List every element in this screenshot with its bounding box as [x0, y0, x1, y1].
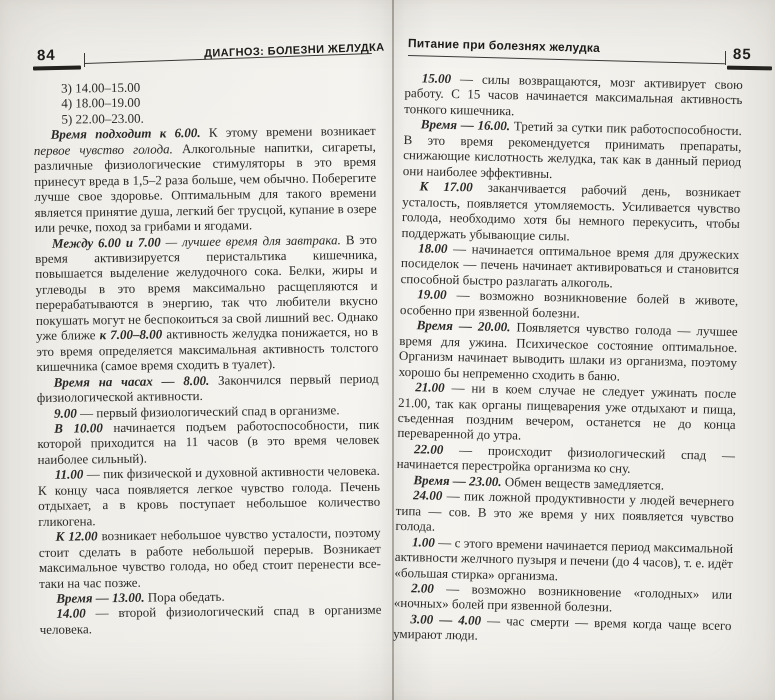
paragraph — [393, 611, 732, 649]
paragraph — [38, 525, 381, 591]
text-segment: — возможно возникновение болей в животе, особенно при язвенной болезни. — [399, 287, 739, 321]
text-segment: первое чувство голода. — [33, 141, 173, 158]
text-segment: возникает небольшое чувство усталости, поэтому стоит сделать в работе небольшой перерыв. Возникает максимальное чувство голода, но обед стоит перенести все-таки на час позже. — [38, 524, 382, 591]
page-body-left — [33, 77, 382, 637]
paragraph — [404, 70, 743, 123]
text-segment: 11.00 — [54, 466, 84, 483]
text-segment: — возможно возникновение «голодных» или «ночных» болей при язвенной болезни. — [393, 580, 733, 615]
text-segment: — первый физиологический спад в организме. — [76, 401, 340, 421]
text-segment: к 7.00–8.00 — [99, 326, 163, 343]
header-rule-tick-left — [84, 53, 85, 67]
text-segment: начинается подъем работоспособности, пик которой приходится на 11 часов (в это время человек наиболее сильный). — [37, 416, 380, 467]
text-segment: — час смерти — время когда чаще всего умирают люди. — [393, 612, 732, 643]
running-head-right: Питание при болезнях желудка — [407, 36, 601, 56]
header-rule-right — [408, 55, 725, 65]
text-segment: Третий за сутки пик работоспособности. В это время рекомендуется принимать препараты, снижающие кислотность желудка, так как в данный период они наиболее эффективны. — [402, 118, 742, 181]
page-body-right — [393, 70, 743, 649]
paragraph — [394, 533, 733, 586]
text-segment: 3.00 — 4.00 — [410, 611, 482, 628]
text-segment: — второй физиологический спад в организме человека. — [39, 602, 382, 637]
text-segment: активность желудка понижается, но в это время определяется максимальная активность толстого кишечника (самое время сходить в туалет). — [36, 324, 379, 375]
text-segment: Время — 13.00. — [56, 589, 145, 606]
text-segment: — лучшее время для завтрака. — [160, 231, 341, 249]
paragraph — [399, 317, 738, 386]
text-segment: Время — 20.00. — [416, 317, 511, 335]
page-number-underline-right — [727, 66, 772, 70]
text-segment: Пора обедать. — [144, 588, 225, 605]
text-segment: Время — 23.00. — [413, 472, 502, 489]
page-right — [394, 0, 775, 700]
header-rule-tick-right — [725, 51, 726, 65]
paragraph — [401, 178, 740, 247]
text-segment: Время — 16.00. — [420, 116, 511, 134]
text-segment: 21.00 — [415, 379, 445, 395]
text-segment: К этому времени возникает — [200, 123, 376, 141]
text-segment: 18.00 — [418, 240, 448, 256]
text-segment: 1.00 — [411, 533, 436, 550]
text-segment: — пик ложной продуктивности у людей вечернего типа — сов. В это же время у них появляется чувство голода. — [395, 488, 735, 534]
text-segment: К 17.00 — [419, 178, 473, 195]
text-segment: Между 6.00 и 7.00 — [51, 233, 161, 251]
text-segment: — происходит физиологический спад — начинается перестройка организма ко сну. — [396, 441, 736, 477]
text-segment: 22.00 — [413, 441, 444, 457]
paragraph — [38, 463, 381, 529]
paragraph — [400, 240, 739, 293]
text-segment: Обмен веществ замедляется. — [501, 473, 665, 493]
text-segment: 9.00 — [53, 405, 77, 421]
page-number-right: 85 — [732, 45, 752, 64]
page-number-left: 84 — [36, 46, 56, 65]
text-segment: — начинается оптимальное время для дружеских посиделок — печень начинает активироваться и становится способной быстро разлагать алкоголь. — [400, 240, 740, 291]
text-segment: — силы возвращаются, мозг активирует свою работу. С 15 часов начинается максимальная активность тонкого кишечника. — [404, 70, 743, 119]
running-head-left: ДИАГНОЗ: БОЛЕЗНИ ЖЕЛУДКА — [203, 41, 385, 60]
text-segment: В это время активизируется перистальтика кишечника, повышается выделение желудочного сока. Белки, жиры и углеводы в это время максимально расщепляются и перерабатываются в энергию, так что любители вкусно покушать могут не беспокоиться за свой лишний вес. Однако уже ближе — [35, 231, 378, 344]
text-segment: 4) 18.00–19.00 — [61, 95, 141, 112]
paragraph — [35, 231, 379, 374]
text-segment: — пик физической и духовной активности человека. К концу часа появляется легкое чувство голода. Печень отдыхает, а в кровь поступает небольшое количество гликогена. — [37, 463, 381, 529]
text-segment: 24.00 — [412, 487, 443, 504]
text-segment: Время на часах — 8.00. — [53, 372, 210, 390]
paragraph — [37, 370, 379, 405]
text-segment: В 10.00 — [54, 420, 103, 436]
text-segment: 15.00 — [421, 70, 452, 86]
text-segment: 2.00 — [411, 580, 435, 596]
text-segment: К 12.00 — [55, 528, 98, 544]
paragraph — [37, 417, 380, 468]
paragraph — [403, 116, 742, 185]
text-segment: заканчивается рабочий день, возникает усталость, появляется утомляемость. Усиливается чувство голода, необходимо хотя бы немного перекусить, чтобы поддержать убывающие силы. — [401, 179, 741, 244]
text-segment: 14.00 — [56, 605, 86, 622]
text-segment: Закончился первый период физиологической активности. — [36, 370, 379, 406]
text-segment: Время подходит к 6.00. — [50, 125, 201, 143]
text-segment: — ни в коем случае не следует ужинать после 21.00, так как органы пищеварения уже отдыхают и пища, съеденная поздним вечером, останется не до конца переваренной до утра. — [397, 379, 737, 443]
text-segment: Алкогольные напитки, сигареты, различные физиологические стимуляторы в это время принесут вреда в 1,5–2 раза больше, чем обычно. Поберегите лучше свое здоровье. Оптимальным для такого времени является принятие душа, легкий бег трусцой, купание в озере или речке, поход за грибами и ягодами. — [33, 138, 377, 236]
text-segment: — с этого времени начинается период максимальной активности желчного пузыря и печени (до 4 часов), т. е. идёт «большая стирка» организма. — [394, 534, 734, 583]
paragraph — [39, 602, 381, 637]
paragraph — [34, 123, 377, 235]
text-segment: Появляется чувство голода — лучшее время для ужина. Психическое состояние оптимальное. Организм начинает выводить шлаки из организма, поэтому хорошо бы непременно сходить в баню. — [398, 319, 738, 384]
page-number-underline-left — [33, 65, 81, 70]
text-segment: 5) 22.00–23.00. — [61, 110, 144, 127]
paragraph — [395, 487, 734, 540]
text-segment: 19.00 — [417, 286, 447, 303]
text-segment: 3) 14.00–15.00 — [60, 79, 141, 96]
paragraph — [397, 379, 736, 448]
